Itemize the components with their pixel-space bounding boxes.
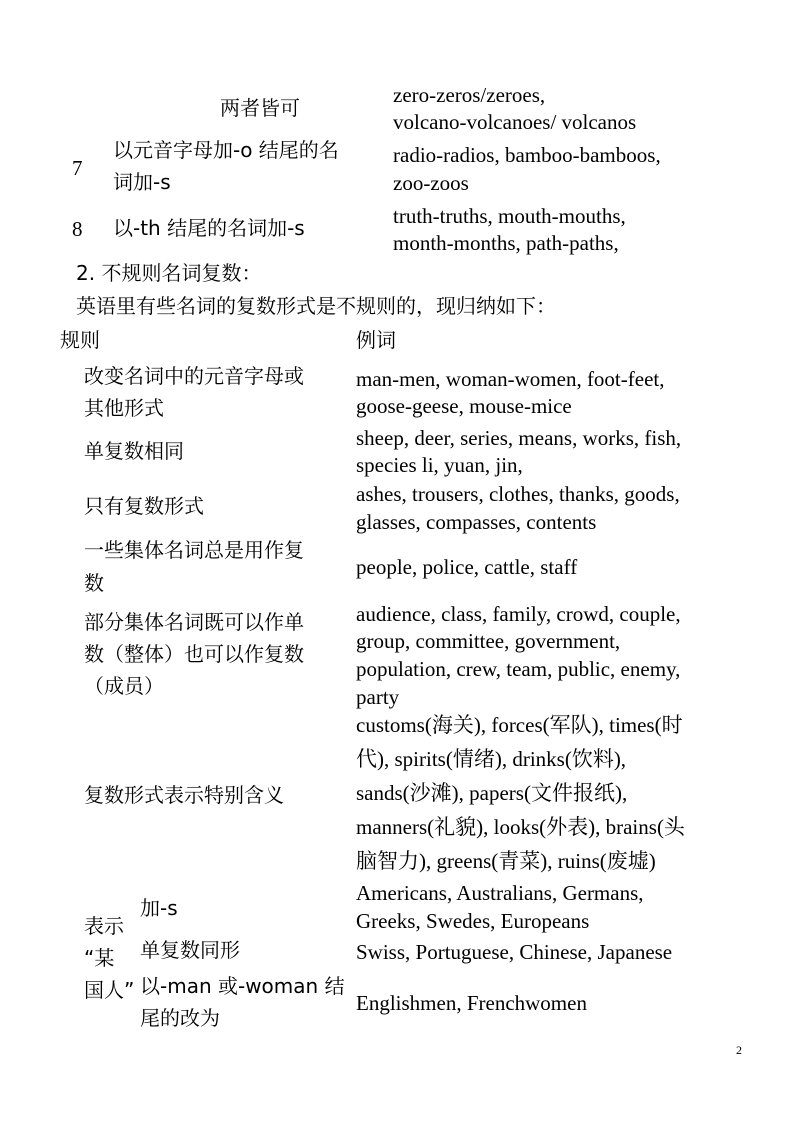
example-line: month-months, path-paths, (393, 231, 619, 255)
row-number: 8 (72, 217, 83, 241)
example-line: 脑智力), greens(青菜), ruins(废墟) (356, 849, 656, 873)
rule-cell: 尾的改为 (140, 1006, 220, 1030)
example-line: zero-zeros/zeroes, (393, 83, 546, 107)
example-line: people, police, cattle, staff (356, 555, 578, 579)
rule-cell: （成员） (84, 674, 164, 698)
column-header-example: 例词 (356, 328, 396, 352)
rule-cell: 单复数同形 (140, 938, 240, 962)
example-line: party (356, 685, 400, 709)
example-line: truth-truths, mouth-mouths, (393, 204, 626, 228)
group-label: 表示 (84, 914, 124, 938)
page-number: 2 (736, 1043, 742, 1057)
example-line: ashes, trousers, clothes, thanks, goods, (356, 482, 680, 506)
example-line: Englishmen, Frenchwomen (356, 991, 587, 1015)
rule-cell: 改变名词中的元音字母或 (84, 364, 304, 388)
example-line: group, committee, government, (356, 629, 621, 653)
group-label: “某 (84, 946, 115, 970)
example-line: audience, class, family, crowd, couple, (356, 602, 681, 626)
rule-cell: 单复数相同 (84, 439, 184, 463)
group-label: 国人” (84, 978, 135, 1002)
example-line: sheep, deer, series, means, works, fish, (356, 426, 682, 450)
rule-cell: 部分集体名词既可以作单 (84, 610, 304, 634)
example-line: population, crew, team, public, enemy, (356, 657, 681, 681)
example-line: radio-radios, bamboo-bamboos, (393, 143, 661, 167)
section-heading: 2. 不规则名词复数： (76, 261, 262, 285)
example-line: volcano-volcanoes/ volcanos (393, 110, 637, 134)
column-header-rule: 规则 (60, 328, 100, 352)
example-line: man-men, woman-women, foot-feet, (356, 367, 665, 391)
rule-cell: 数（整体）也可以作复数 (84, 642, 304, 666)
example-line: Americans, Australians, Germans, (356, 881, 644, 905)
rule-cell: 复数形式表示特别含义 (84, 783, 284, 807)
example-line: Swiss, Portuguese, Chinese, Japanese (356, 940, 673, 964)
rule-cell: 以-th 结尾的名词加-s (113, 216, 305, 240)
rule-cell: 只有复数形式 (84, 494, 204, 518)
rule-cell: 词加-s (113, 170, 171, 194)
example-line: customs(海关), forces(军队), times(时 (356, 713, 683, 737)
rule-cell: 两者皆可 (220, 96, 300, 120)
section-intro: 英语里有些名词的复数形式是不规则的，现归纳如下： (76, 294, 556, 318)
example-line: goose-geese, mouse-mice (356, 394, 572, 418)
example-line: sands(沙滩), papers(文件报纸), (356, 781, 628, 805)
example-line: manners(礼貌), looks(外表), brains(头 (356, 815, 685, 839)
rule-cell: 加-s (140, 896, 178, 920)
row-number: 7 (72, 156, 83, 180)
rule-cell: 数 (84, 571, 104, 595)
rule-cell: 一些集体名词总是用作复 (84, 538, 304, 562)
example-line: 代), spirits(情绪), drinks(饮料), (356, 747, 627, 771)
rule-cell: 其他形式 (84, 396, 164, 420)
rule-cell: 以元音字母加-o 结尾的名 (113, 138, 339, 162)
example-line: species li, yuan, jin, (356, 453, 523, 477)
example-line: zoo-zoos (393, 171, 469, 195)
column-header-rule-clip (60, 325, 112, 357)
example-line: Greeks, Swedes, Europeans (356, 909, 590, 933)
rule-cell: 以-man 或-woman 结 (140, 974, 345, 998)
example-line: glasses, compasses, contents (356, 510, 597, 534)
